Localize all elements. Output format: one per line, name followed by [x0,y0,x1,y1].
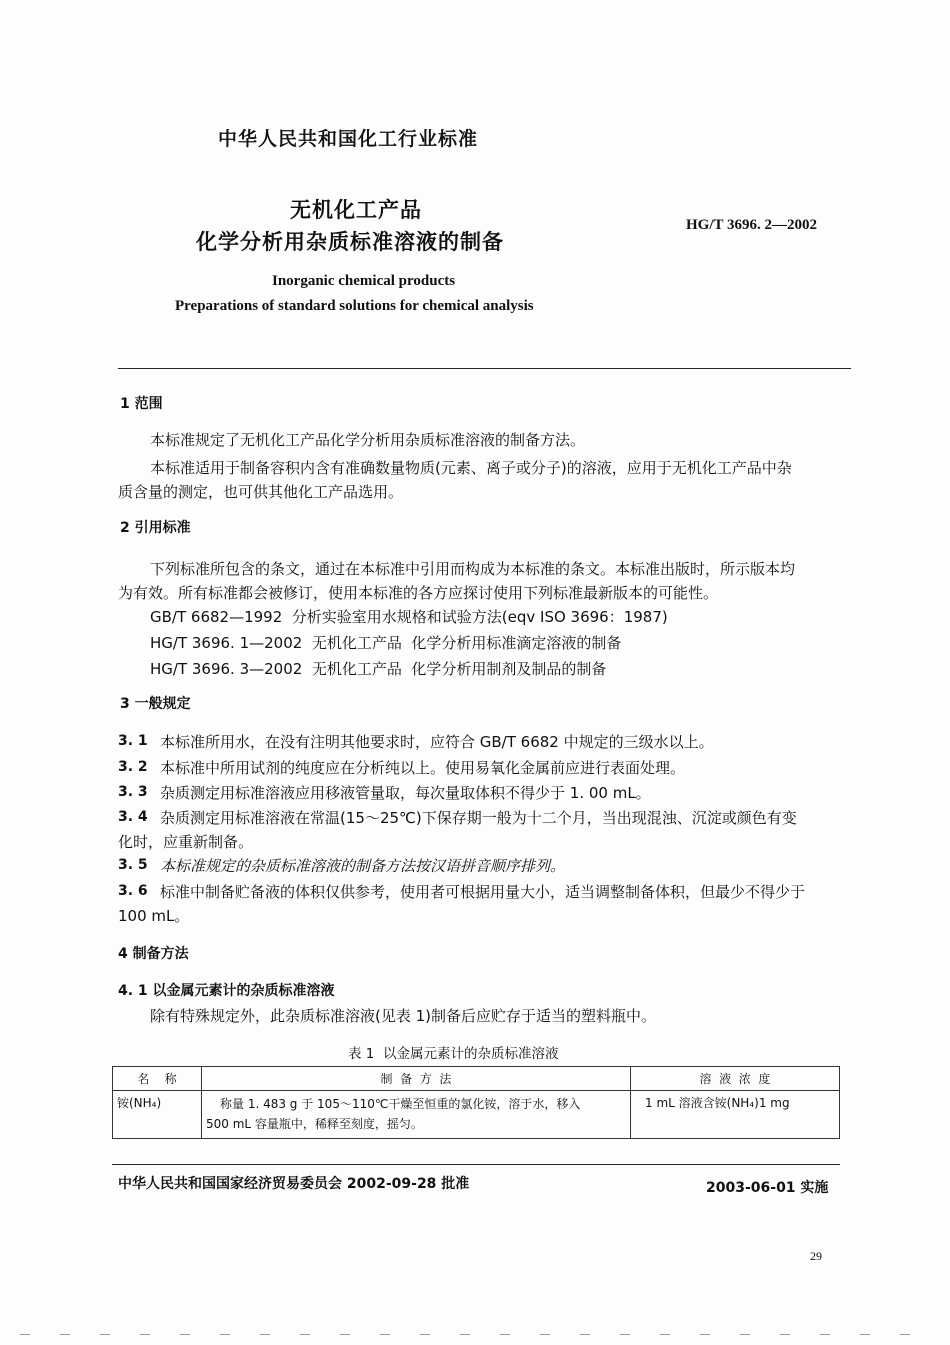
section-2-heading: 2 引用标准 [120,520,191,536]
scan-dash [820,1334,830,1335]
item-text: 标准中制备贮备液的体积仅供参考，使用者可根据用量大小，适当调整制备体积，但最少不得少于 [160,883,806,901]
scan-dash [900,1334,910,1335]
section-3-heading: 3 一般规定 [120,696,191,712]
title-line-1: 无机化工产品 [290,198,422,222]
approval-text: 中华人民共和国国家经济贸易委员会 2002-09-28 批准 [118,1176,470,1192]
column-header-concentration: 溶 液 浓 度 [631,1067,840,1091]
scan-dash [300,1334,310,1335]
scan-dash [260,1334,270,1335]
scan-dash [380,1334,390,1335]
standard-solutions-table [112,1066,840,1139]
reference-3: HG/T 3696. 3—2002 无机化工产品 化学分析用制剂及制品的制备 [150,660,607,678]
section-4-1-heading: 4. 1 以金属元素计的杂质标准溶液 [118,983,335,999]
scan-dash [500,1334,510,1335]
page-number: 29 [810,1249,822,1263]
cell-method-line-1: 称量 1. 483 g 于 105～110℃干燥至恒重的氯化铵，溶于水，移入 [220,1097,581,1111]
item-number: 3. 3 [118,784,148,800]
column-header-method: 制 备 方 法 [202,1067,631,1091]
table-header-row [113,1067,840,1091]
section-4-1-p1: 除有特殊规定外，此杂质标准溶液(见表 1)制备后应贮存于适当的塑料瓶中。 [150,1007,657,1025]
item-text: 本标准中所用试剂的纯度应在分析纯以上。使用易氧化金属前应进行表面处理。 [160,759,686,777]
scan-dash [660,1334,670,1335]
scan-dash [620,1334,630,1335]
scan-dash [220,1334,230,1335]
item-text: 杂质测定用标准溶液在常温(15～25℃)下保存期一般为十二个月，当出现混浊、沉淀或颜色有变 [160,809,797,827]
section-1-p2b: 质含量的测定，也可供其他化工产品选用。 [118,483,404,501]
standard-code: HG/T 3696. 2—2002 [686,217,817,233]
scan-dash [700,1334,710,1335]
cell-concentration: 1 mL 溶液含铵(NH₄)1 mg [631,1091,840,1139]
footer-divider [112,1164,840,1165]
item-number: 3. 2 [118,759,148,775]
scan-dash [140,1334,150,1335]
item-text-continued: 化时，应重新制备。 [118,833,254,851]
title-line-2: 化学分析用杂质标准溶液的制备 [196,230,504,254]
title-en-2: Preparations of standard solutions for chemical analysis [175,298,534,314]
item-text-continued: 100 mL。 [118,907,190,925]
item-number: 3. 6 [118,883,148,899]
cell-method-line-2: 500 mL 容量瓶中，稀释至刻度，摇匀。 [206,1117,423,1131]
scan-dash [180,1334,190,1335]
scan-dash [460,1334,470,1335]
scan-dash [860,1334,870,1335]
scan-dash [540,1334,550,1335]
item-text: 本标准规定的杂质标准溶液的制备方法按汉语拼音顺序排列。 [160,857,566,875]
reference-1: GB/T 6682—1992 分析实验室用水规格和试验方法(eqv ISO 3696：1987) [150,608,668,626]
scan-dash [340,1334,350,1335]
scan-dash [580,1334,590,1335]
section-2-p1b: 为有效。所有标准都会被修订，使用本标准的各方应探讨使用下列标准最新版本的可能性。 [118,584,719,602]
section-1-p1: 本标准规定了无机化工产品化学分析用杂质标准溶液的制备方法。 [150,431,586,449]
scan-dash [100,1334,110,1335]
column-header-name: 名 称 [113,1067,202,1091]
scan-dash [780,1334,790,1335]
scan-dash [740,1334,750,1335]
item-number: 3. 4 [118,809,148,825]
section-2-p1a: 下列标准所包含的条文，通过在本标准中引用而构成为本标准的条文。本标准出版时，所示版本均 [150,560,796,578]
item-text: 杂质测定用标准溶液应用移液管量取，每次量取体积不得少于 1. 00 mL。 [160,784,651,802]
implementation-date: 2003-06-01 实施 [706,1180,829,1196]
item-number: 3. 1 [118,733,148,749]
section-4-heading: 4 制备方法 [118,946,189,962]
scan-dash [420,1334,430,1335]
reference-2: HG/T 3696. 1—2002 无机化工产品 化学分析用标准滴定溶液的制备 [150,634,622,652]
title-divider [118,368,851,369]
section-1-p2a: 本标准适用于制备容积内含有准确数量物质(元素、离子或分子)的溶液，应用于无机化工产品中杂 [150,459,792,477]
title-en-1: Inorganic chemical products [272,273,456,289]
scan-dash [60,1334,70,1335]
item-number: 3. 5 [118,857,148,873]
item-text: 本标准所用水，在没有注明其他要求时，应符合 GB/T 6682 中规定的三级水以上。 [160,733,714,751]
table-caption: 表 1 以金属元素计的杂质标准溶液 [348,1046,559,1062]
section-1-heading: 1 范围 [120,396,163,412]
cell-name: 铵(NH₄) [113,1091,202,1139]
table-row [113,1091,840,1139]
cell-method [202,1091,631,1139]
scan-dash [20,1334,30,1335]
org-title: 中华人民共和国化工行业标准 [218,128,479,150]
